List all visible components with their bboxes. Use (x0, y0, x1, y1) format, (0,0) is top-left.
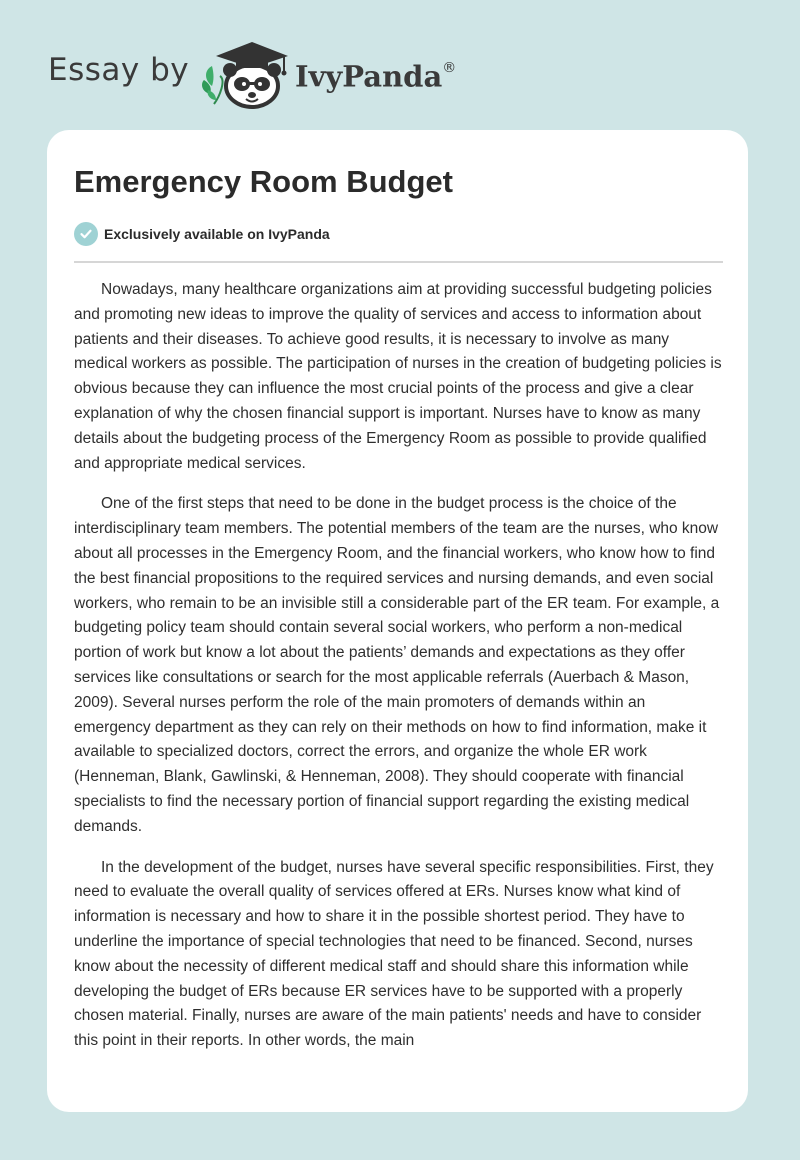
brand-name[interactable] (295, 54, 456, 95)
site-header (0, 0, 800, 130)
check-icon (74, 222, 98, 246)
panda-graduate-icon (200, 36, 296, 110)
paragraph: One of the first steps that need to be done in the budget process is the choice of the interdisciplinary team members. The potential members of the team are the nurses, who know about all processes in the Emergency Room, and the financial workers, who know how to find the best financial propositions to the required services and nursing demands, and even social workers, who remain to be an invisible still a considerable part of the ER team. For example, a budgeting policy team should contain several social workers, who perform a non-medical portion of work but know a lot about the patients’ demands and expectations as they offer services like consultations or search for the most applicable referrals (Auerbach & Mason, 2009). Several nurses perform the role of the main promoters of demands within an emergency department as they can rely on their methods on how to find information, make it available to specialized doctors, correct the errors, and organize the whole ER work (Henneman, Blank, Gawlinski, & Henneman, 2008). They should cooperate with financial specialists to find the necessary portion of financial support regarding the existing medical demands. (74, 495, 720, 835)
essay-by-label: Essay by (48, 52, 190, 88)
divider (74, 261, 723, 263)
essay-body (74, 278, 724, 1070)
page-title: Emergency Room Budget (74, 164, 453, 199)
ivy-leaf-icon (202, 66, 222, 104)
paragraph: Nowadays, many healthcare organizations aim at providing successful budgeting policies and promoting new ideas to improve the quality of services and access to information about patients and their diseases. To achieve good results, it is necessary to involve as many medical workers as possible. The participation of nurses in the creation of budgeting policies is obvious because they can influence the most crucial points of the process and give a clear explanation of why the chosen financial support is important. Nurses have to know as many details about the budgeting process of the Emergency Room as possible to provide qualified and appropriate medical services. (74, 281, 722, 472)
exclusive-badge (74, 222, 330, 246)
exclusive-badge-label: Exclusively available on IvyPanda (104, 226, 330, 242)
registered-mark: ® (442, 60, 457, 76)
paragraph: In the development of the budget, nurses have several specific responsibilities. First, they need to evaluate the overall quality of services offered at ERs. Nurses know what kind of information is necessary and how to share it in the possible shortest period. They have to underline the importance of special technologies that need to be financed. Second, nurses know about the necessity of different medical staff and should share this information while developing the budget of ERs because ER services have to be supported with a properly chosen material. Finally, nurses are aware of the main patients' needs and have to consider this point in their reports. In other words, the main (74, 858, 714, 1050)
brand-text: IvyPanda (295, 59, 443, 94)
essay-card (47, 130, 748, 1112)
